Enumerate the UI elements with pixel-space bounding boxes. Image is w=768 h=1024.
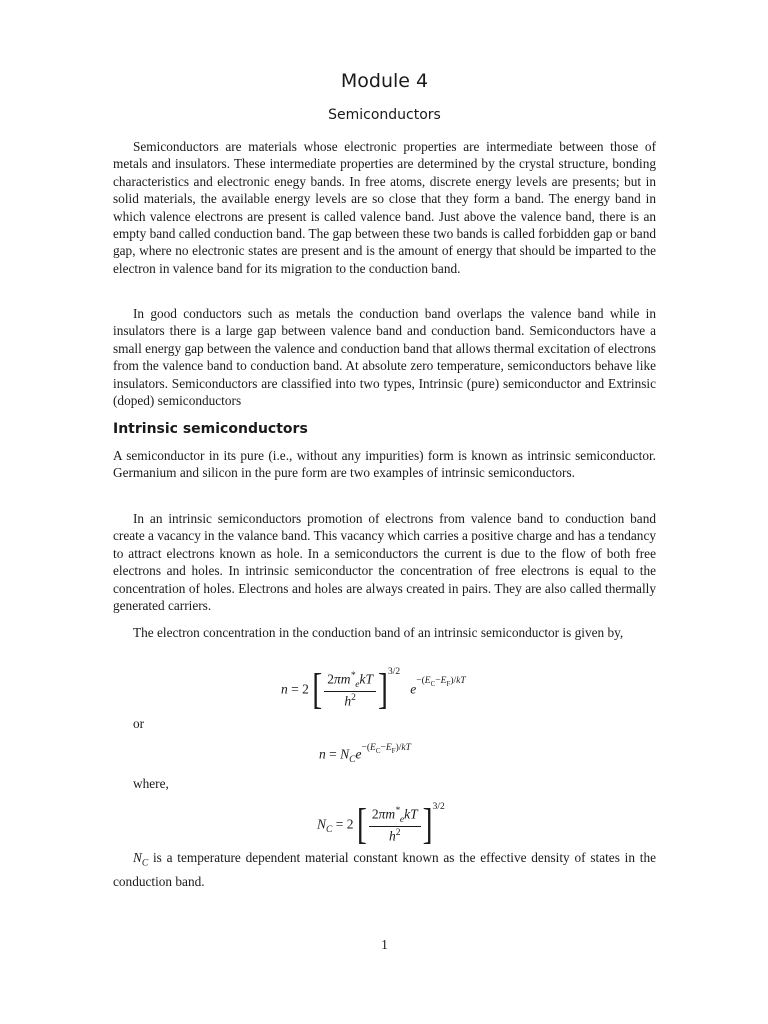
equation-electron-concentration: n = 2 [ $\frac{2\pi m^*_ekT}{h^2}$ ]$^{3/2}$ $e^{-(E_C-E_F)/kT}$ [281, 665, 466, 714]
paragraph-effective-density [113, 849, 656, 890]
equation-nc-form: $n = N_Ce^{-(E_C-E_F)/kT}$ [319, 743, 411, 766]
paragraph-intro: Semiconductors are materials whose electronic properties are intermediate between those of metals and insulators. These intermediate properties are determined by the crystal structure, bonding characteristics and electronic enegy bands. In free atoms, discrete energy levels are presents; but in solid materials, the available energy levels are so close that they form a band. The energy band in which valence electrons are present is called valence band. Just above the valence band, there is an empty band called conduction band. The gap between these two bands is called forbidden gap or band gap, where no electronic states are present and is the amount of energy that should be imparted to the electron in valence band for its migration to the conduction band. [113, 139, 656, 276]
connector-or: or [133, 716, 145, 731]
page-title: Module 4 [340, 70, 429, 92]
equation-effective-density: $N_C = 2$ [ $\frac{2\pi m^*_ekT}{h^2}$ ]$^{3/2}$ [317, 800, 445, 849]
page-number: 1 [381, 937, 388, 952]
paragraph-electron-concentration: The electron concentration in the conduction band of an intrinsic semiconductor is given by, [133, 625, 624, 640]
paragraph-conductors: In good conductors such as metals the conduction band overlaps the valence band while in insulators there is a large gap between valence band and conduction band. Semiconductors have a small energy gap between the valence and conduction band that allows thermal excitation of electrons from the valence band to conduction band. At absolute zero temperature, semiconductors behave like insulators. Semiconductors are classified into two types, Intrinsic (pure) semiconductor and Extrinsic (doped) semiconductors [113, 306, 656, 409]
page-subtitle: Semiconductors [328, 107, 441, 123]
paragraph-intrinsic-definition: A semiconductor in its pure (i.e., without any impurities) form is known as intrinsic semiconductor. Germanium and silicon in the pure form are two examples of intrinsic semiconductors. [113, 448, 656, 481]
paragraph-holes: In an intrinsic semiconductors promotion of electrons from valence band to conduction band create a vacancy in the valance band. This vacancy which carries a positive charge and has a tendancy to attract electrons known as hole. In a semiconductors the current is due to the flow of both free electrons and holes. In intrinsic semiconductor the concentration of free electrons is equal to the concentration of holes. Electrons and holes are always created in pairs. They are also called thermally generated carriers. [113, 511, 656, 614]
nc-symbol: $N_C$ [133, 850, 149, 869]
paragraph-effective-density-text: is a temperature dependent material constant known as the effective density of states in the conduction band. [113, 850, 656, 890]
connector-where: where, [133, 776, 169, 791]
section-heading: Intrinsic semiconductors [113, 421, 308, 437]
